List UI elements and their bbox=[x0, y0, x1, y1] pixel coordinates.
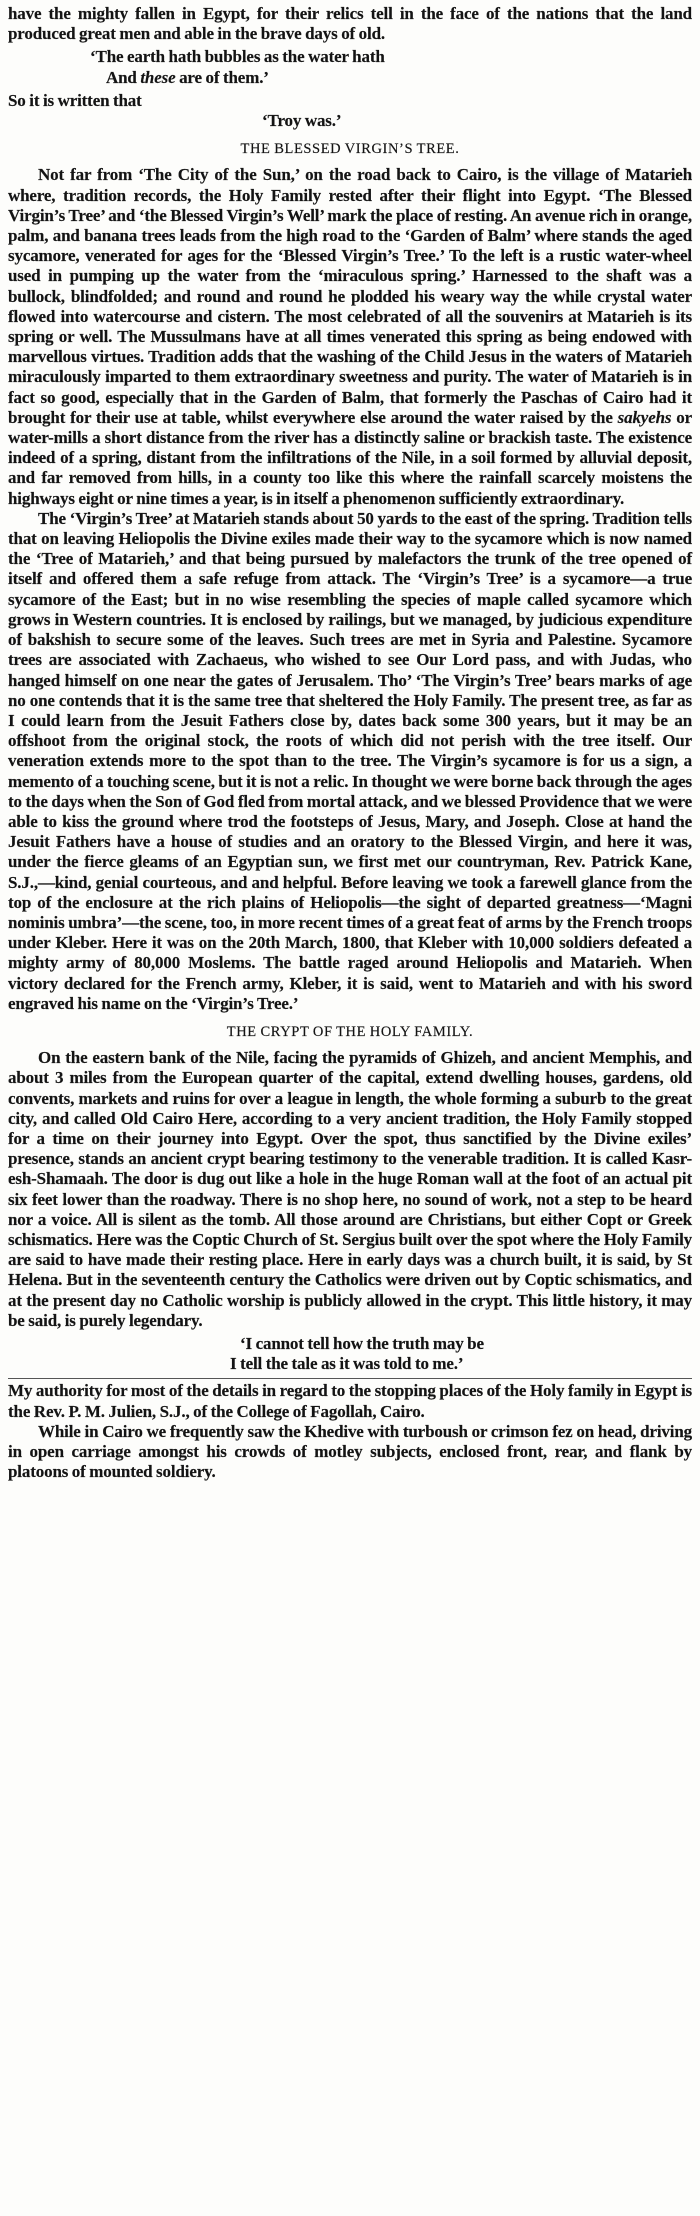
crypt-verse-line-2: I tell the tale as it was told to me.’ bbox=[230, 1354, 464, 1374]
column-rule bbox=[8, 1378, 692, 1379]
intro-troy-line bbox=[8, 111, 692, 131]
intro-verse-line-1: ‘The earth hath bubbles as the water hath bbox=[90, 47, 385, 67]
intro-verse-italic-word: these bbox=[140, 67, 176, 87]
virgins-tree-p1-start: Not far from ‘The City of the Sun,’ on the road back to Cairo, is the village of Matarieh where, tradition records, the Holy Family rested after their flight into Egypt. ‘The Blessed Virgin’s Tree’ and ‘the Blessed Virgin’s Well’ mark the place of resting. An avenue rich in orange, palm, and banana trees leads from the high road to the ‘Garden of Balm’ where stands the aged sycamore, venerated for ages for the ‘Blessed Virgin’s Tree.’ To the left is a rustic water-wheel used in pumping up the water from the ‘miraculous spring.’ Harnessed to the shaft was a bullock, blindfolded; and round and round he plodded his weary way the while crystal water flowed into watercourse and cistern. The most celebrated of all the souvenirs at Matarieh is its spring or well. The Mussulmans have at all times venerated this spring as being endowed with marvellous virtues. Tradition adds that the washing of the Child Jesus in the waters of Matarieh miraculously imparted to them extraordinary sweetness and purity. The water of Matarieh is in fact so good, especially that in the Garden of Balm, that formerly the Paschas of Cairo had it brought for their use at table, whilst everywhere else around the water raised by the bbox=[8, 165, 692, 427]
section-heading-crypt: THE CRYPT OF THE HOLY FAMILY. bbox=[226, 1023, 474, 1040]
crypt-verse bbox=[8, 1334, 692, 1374]
intro-paragraph: have the mighty fallen in Egypt, for their relics tell in the face of the nations that the land produced great men and able in the brave days of old. bbox=[8, 4, 692, 44]
intro-written-line: So it is written that bbox=[8, 90, 142, 110]
crypt-paragraph-1: On the eastern bank of the Nile, facing the pyramids of Ghizeh, and ancient Memphis, and about 3 miles from the European quarter of the capital, extend dwelling houses, gardens, old convents, markets and ruins for over a league in length, the whole forming a suburb to the great city, and called Old Cairo Here, according to a very ancient tradition, the Holy Family stopped for a time on their journey into Egypt. Over the spot, thus sanctified by the Divine exiles’ presence, stands an ancient crypt bearing testimony to the venerable tradition. It is called Kasr-esh-Shamaah. The door is dug out like a hole in the huge Roman wall at the foot of an actual pit six feet lower than the roadway. There is no shop here, no sound of work, not a step to be heard nor a voice. All is silent as the tomb. All those around are Christians, but either Copt or Greek schismatics. Here was the Coptic Church of St. Sergius built over the spot where the Holy Family are said to have made their resting place. Here in early days was a church built, it is said, by St Helena. But in the seventeenth century the Catholics were driven out by Coptic schismatics, and at the present day no Catholic worship is publicly allowed in the crypt. This little history, it may be said, is purely legendary. bbox=[8, 1048, 692, 1330]
sakyehs-word: sakyehs bbox=[617, 407, 672, 427]
crypt-verse-line-1: ‘I cannot tell how the truth may be bbox=[240, 1334, 484, 1353]
intro-verse bbox=[8, 47, 692, 87]
intro-verse-line-2-start: And bbox=[106, 67, 141, 87]
article-column bbox=[8, 4, 692, 1482]
virgins-tree-p1-end: or water-mills a short distance from the river has a distinctly saline or brackish taste. The existence indeed of a spring, distant from the infiltrations of the Nile, in a soil formed by alluvial deposit, and far removed from hills, in a county too like this where the rainfall scarcely moistens the highways eight or nine times a year, is in itself a phenomenon sufficiently extraordinary. bbox=[8, 407, 692, 508]
intro-verse-line-2-end: are of them.’ bbox=[175, 67, 269, 87]
authority-paragraph: My authority for most of the details in regard to the stopping places of the Holy family in Egypt is the Rev. P. M. Julien, S.J., of the College of Fagollah, Cairo. bbox=[8, 1381, 692, 1421]
intro-verse-line-2 bbox=[8, 68, 692, 88]
troy-quote: ‘Troy was.’ bbox=[262, 111, 342, 131]
khedive-paragraph: While in Cairo we frequently saw the Khedive with turboush or crimson fez on head, driving in open carriage amongst his crowds of motley subjects, enclosed front, rear, and flank by platoons of mounted soldiery. bbox=[8, 1421, 692, 1482]
section-heading-virgins-tree: THE BLESSED VIRGIN’S TREE. bbox=[240, 141, 460, 158]
virgins-tree-paragraph-1 bbox=[8, 165, 692, 508]
virgins-tree-paragraph-2: The ‘Virgin’s Tree’ at Matarieh stands about 50 yards to the east of the spring. Tradition tells that on leaving Heliopolis the Divine exiles made their way to the sycamore which is now named the ‘Tree of Matarieh,’ and that being pursued by malefactors the trunk of the tree opened of itself and offered them a safe refuge from attack. The ‘Virgin’s Tree’ is a sycamore—a true sycamore of the East; but in no wise resembling the species of maple called sycamore which grows in Western countries. It is enclosed by railings, but we managed, by judicious expenditure of bakshish to secure some of the leaves. Such trees are met in Syria and Palestine. Sycamore trees are associated with Zachaeus, who wished to see Our Lord pass, and with Judas, who hanged himself on one near the gates of Jerusalem. Tho’ ‘The Virgin’s Tree’ bears marks of age no one contends that it is the same tree that sheltered the Holy Family. The present tree, as far as I could learn from the Jesuit Fathers close by, dates back some 300 years, but it may be an offshoot from the original stock, the roots of which did not perish with the tree itself. Our veneration extends more to the spot than to the tree. The Virgin’s sycamore is for us a sign, a memento of a touching scene, but it is not a relic. In thought we were borne back through the ages to the days when the Son of God fled from mortal attack, and we blessed Providence that we were able to kiss the ground where trod the footsteps of Jesus, Mary, and Joseph. Close at hand the Jesuit Fathers have a house of studies and an oratory to the Blessed Virgin, and here it was, under the fierce gleams of an Egyptian sun, we first met our countryman, Rev. Patrick Kane, S.J.,—kind, genial courteous, and and helpful. Before leaving we took a farewell glance from the top of the enclosure at the rich plains of Heliopolis—the sight of departed greatness—‘Magni nominis umbra’—the scene, too, in more recent times of a great feat of arms by the French troops under Kleber. Here it was on the 20th March, 1800, that Kleber with 10,000 soldiers defeated a mighty army of 80,000 Moslems. The battle raged around Heliopolis and Matarieh. When victory declared for the French army, Kleber, it is said, went to Matarieh and with his sword engraved his name on the ‘Virgin’s Tree.’ bbox=[8, 508, 692, 1013]
